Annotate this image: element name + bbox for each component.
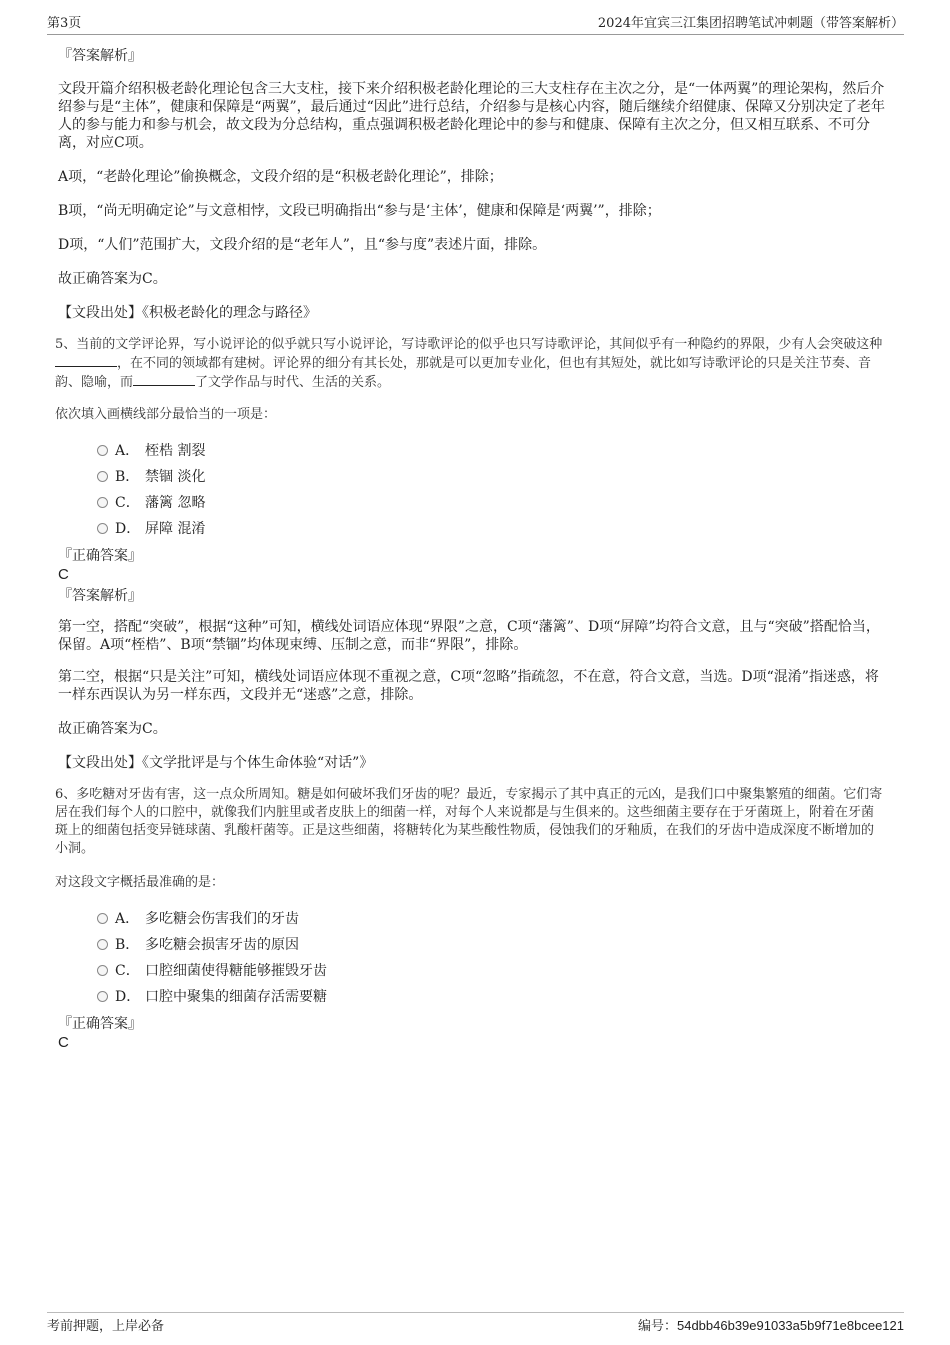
question-stem: [55, 336, 885, 392]
fill-blank: [133, 373, 195, 386]
document-code: [638, 1315, 904, 1334]
radio-icon[interactable]: [97, 523, 108, 534]
analysis-paragraph: B项，“尚无明确定论”与文意相悖，文段已明确指出“参与是‘主体’，健康和保障是‘两翼’”，排除；: [58, 203, 661, 219]
answer-statement: 故正确答案为C。: [58, 721, 167, 737]
radio-icon[interactable]: [97, 965, 108, 976]
option-c[interactable]: C． 口腔细菌使得糖能够摧毁牙齿: [97, 958, 885, 984]
document-content: [55, 44, 885, 1052]
radio-icon[interactable]: [97, 913, 108, 924]
correct-answer: C: [58, 1034, 69, 1051]
radio-icon[interactable]: [97, 939, 108, 950]
fill-blank: [55, 354, 117, 367]
page-footer: [47, 1312, 904, 1337]
question-prompt: 依次填入画横线部分最恰当的一项是：: [55, 407, 277, 422]
code-label: 编号：: [637, 1319, 677, 1334]
option-a[interactable]: A． 多吃糖会伤害我们的牙齿: [97, 906, 885, 932]
analysis-paragraph: 第二空，根据“只是关注”可知，横线处词语应体现不重视之意，C项“忽略”指疏忽，不在意，符合文意，当选。D项“混淆”指迷惑，将一样东西误认为另一样东西，文段并无“迷惑”之意，排除。: [58, 669, 879, 703]
source-citation: 【文段出处】《积极老龄化的理念与路径》: [58, 305, 317, 321]
page-number: 第3页: [47, 16, 82, 31]
radio-icon[interactable]: [97, 445, 108, 456]
code-value: 54dbb46b39e91033a5b9f71e8bcee121: [676, 1318, 904, 1333]
analysis-label: 『答案解析』: [58, 48, 142, 64]
option-d[interactable]: D． 口腔中聚集的细菌存活需要糖: [97, 984, 885, 1010]
option-c[interactable]: C． 藩篱 忽略: [97, 490, 885, 516]
stem-text: 5、当前的文学评论界，写小说评论的似乎就只写小说评论，写诗歌评论的似乎也只写诗歌评论，其间似乎有一种隐约的界限，少有人会突破这种: [55, 337, 883, 352]
document-title: 2024年宜宾三江集团招聘笔试冲刺题（带答案解析）: [597, 16, 904, 31]
correct-answer-label: 『正确答案』: [58, 548, 142, 564]
option-list: [55, 438, 885, 542]
analysis-paragraph: D项，“人们”范围扩大，文段介绍的是“老年人”，且“参与度”表述片面，排除。: [58, 237, 547, 253]
question-stem: 6、多吃糖对牙齿有害，这一点众所周知。糖是如何破坏我们牙齿的呢？最近，专家揭示了其中真正的元凶，是我们口中聚集繁殖的细菌。它们寄居在我们每个人的口腔中，就像我们内脏里或者皮肤上的细菌一样，对每个人来说都是与生俱来的。这些细菌主要存在于牙菌斑上，附着在牙菌斑上的细菌包括变异链球菌、乳酸杆菌等。正是这些细菌，将糖转化为某些酸性物质，侵蚀我们的牙釉质，在我们的牙齿中造成深度不断增加的小洞。: [55, 787, 883, 856]
option-a[interactable]: A． 桎梏 割裂: [97, 438, 885, 464]
analysis-paragraph: 第一空，搭配“突破”，根据“这种”可知，横线处词语应体现“界限”之意，C项“藩篱”、D项“屏障”均符合文意，且与“突破”搭配恰当，保留。A项“桎梏”、B项“禁锢”均体现束缚、压制之意，而非“界限”，排除。: [58, 619, 880, 653]
source-citation: 【文段出处】《文学批评是与个体生命体验“对话”》: [58, 755, 374, 771]
page-header: [47, 12, 904, 35]
analysis-label: 『答案解析』: [58, 588, 142, 604]
stem-text: ，在不同的领域都有建树。评论界的细分有其长处，那就是可以更加专业化，但也有其短处，就比如写诗歌评论的只是关注节奏、音韵、隐喻，而: [55, 356, 872, 390]
option-d[interactable]: D． 屏障 混淆: [97, 516, 885, 542]
radio-icon[interactable]: [97, 991, 108, 1002]
answer-statement: 故正确答案为C。: [58, 271, 167, 287]
analysis-paragraph: 文段开篇介绍积极老龄化理论包含三大支柱，接下来介绍积极老龄化理论的三大支柱存在主次之分，是“一体两翼”的理论架构，然后介绍参与是“主体”，健康和保障是“两翼”，最后通过“因此”进行总结，介绍参与是核心内容，随后继续介绍健康、保障又分别决定了老年人的参与能力和参与机会，故文段为分总结构，重点强调积极老龄化理论中的参与和健康、保障有主次之分，但又相互联系、不可分离，对应C项。: [58, 81, 885, 151]
correct-answer: C: [58, 566, 69, 583]
footer-slogan: 考前押题，上岸必备: [47, 1319, 165, 1334]
radio-icon[interactable]: [97, 471, 108, 482]
correct-answer-label: 『正确答案』: [58, 1016, 142, 1032]
radio-icon[interactable]: [97, 497, 108, 508]
option-b[interactable]: B． 多吃糖会损害牙齿的原因: [97, 932, 885, 958]
option-list: [55, 906, 885, 1010]
analysis-paragraph: A项，“老龄化理论”偷换概念，文段介绍的是“积极老龄化理论”，排除；: [58, 169, 503, 185]
option-b[interactable]: B． 禁锢 淡化: [97, 464, 885, 490]
question-prompt: 对这段文字概括最准确的是：: [55, 875, 225, 890]
stem-text: 了文学作品与时代、生活的关系。: [195, 375, 391, 390]
